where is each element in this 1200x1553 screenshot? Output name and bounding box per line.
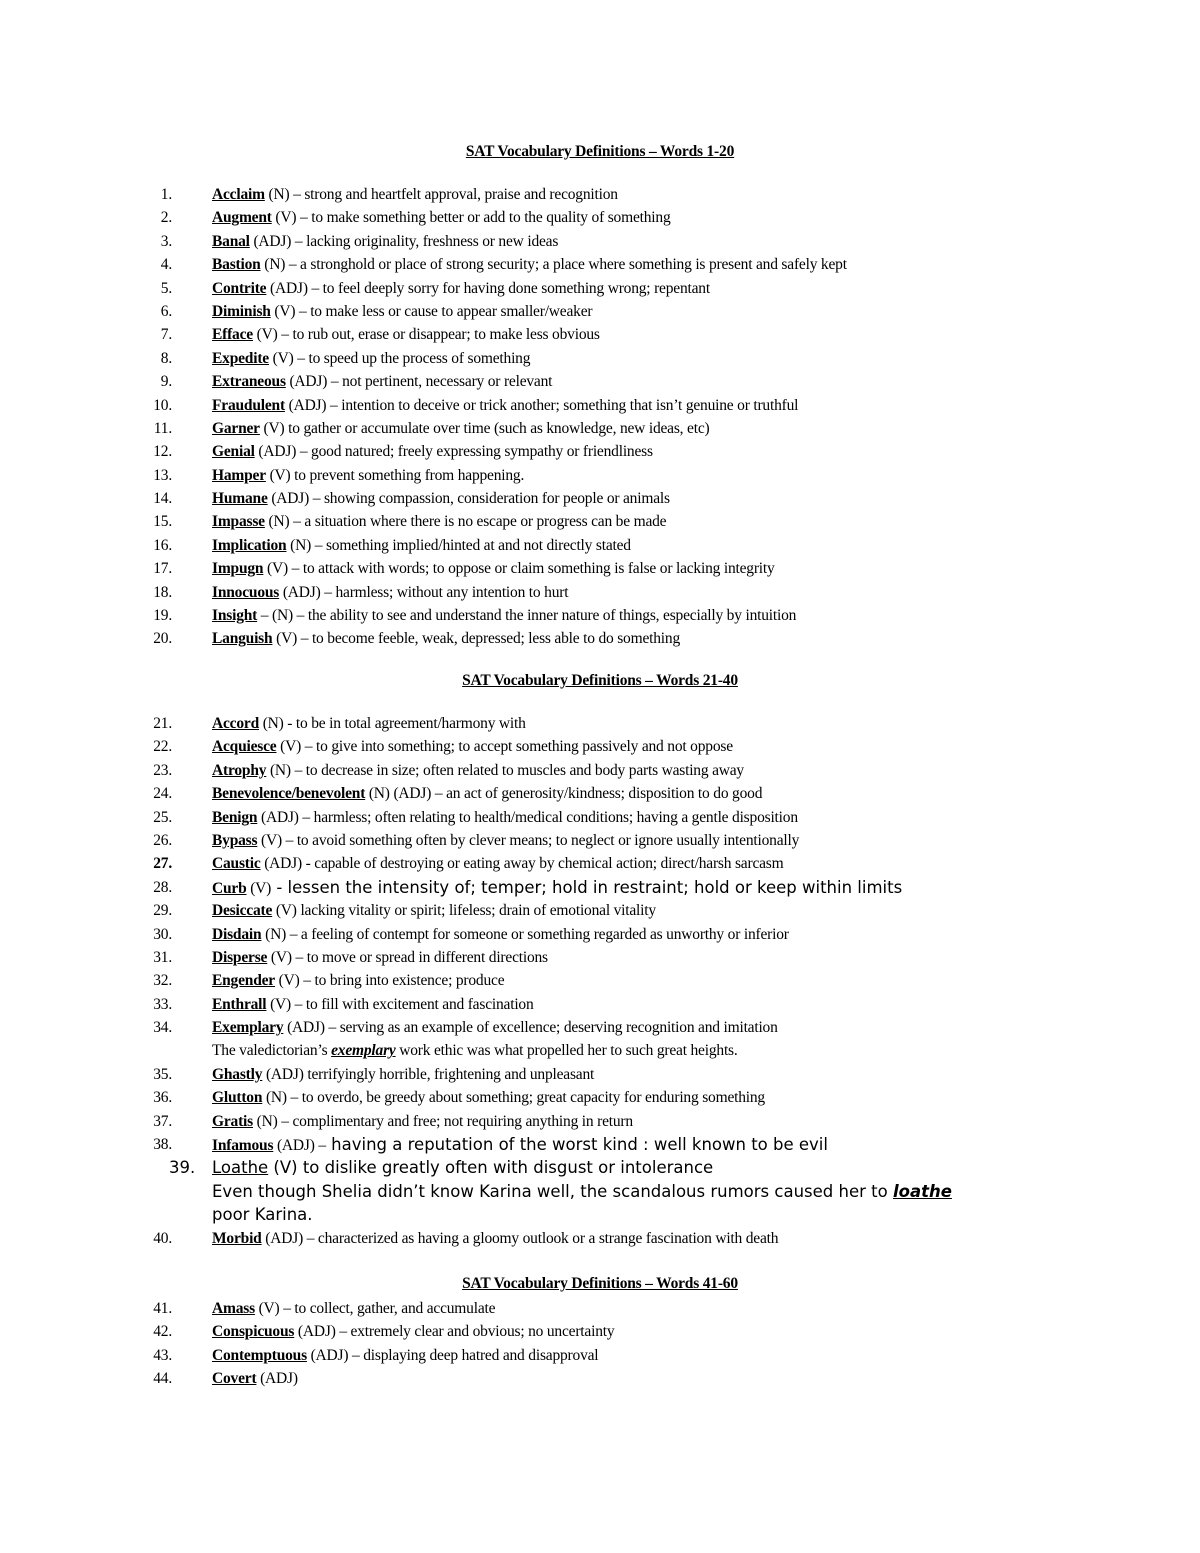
definition: (V) – to speed up the process of something (268, 349, 531, 367)
example-sentence-continued (172, 1203, 1172, 1226)
definition: (ADJ) (256, 1370, 298, 1388)
vocab-word: Insight (212, 607, 258, 625)
list-item (160, 230, 1172, 253)
vocab-word: Impugn (212, 560, 264, 578)
definition: (ADJ) – harmless; often relating to health/medical conditions; having a gentle disposition (257, 808, 798, 826)
definition: (ADJ) – lacking originality, freshness or new ideas (249, 232, 559, 250)
vocab-word: Benign (212, 808, 258, 826)
vocab-word: Contrite (212, 279, 267, 297)
vocab-word: Disdain (212, 925, 262, 943)
vocab-word: Garner (212, 419, 260, 437)
item-number: 8. (160, 349, 172, 367)
item-number: 6. (160, 302, 172, 320)
vocab-list-3 (153, 1297, 1172, 1391)
item-number: 5. (160, 279, 172, 297)
item-number: 23. (153, 761, 172, 779)
definition: (V) – to attack with words; to oppose or claim something is false or lacking integrity (263, 560, 775, 578)
definition: (V) to gather or accumulate over time (such as knowledge, new ideas, etc) (259, 419, 710, 437)
vocab-word: Implication (212, 536, 287, 554)
vocab-word: Genial (212, 443, 255, 461)
list-item (153, 1086, 1172, 1109)
item-number: 13. (153, 466, 172, 484)
item-number: 1. (160, 186, 172, 203)
definition: (ADJ) – serving as an example of excellence; deserving recognition and imitation (283, 1019, 778, 1037)
item-number: 38. (153, 1136, 172, 1154)
item-number: 36. (153, 1089, 172, 1107)
vocab-word: Augment (212, 209, 272, 227)
list-item (153, 946, 1172, 969)
vocab-word: Fraudulent (212, 396, 285, 414)
list-item (153, 782, 1172, 805)
definition: (V) – to give into something; to accept something passively and not oppose (276, 738, 733, 756)
list-item (153, 1016, 1172, 1039)
example-text: Even though Shelia didn’t know Karina well, the scandalous rumors caused her to (212, 1181, 893, 1201)
list-item (153, 735, 1172, 758)
vocab-word: Humane (212, 490, 268, 508)
list-item (160, 370, 1172, 393)
section-title-2: SAT Vocabulary Definitions – Words 21-40 (462, 672, 738, 689)
item-number: 24. (153, 785, 172, 803)
list-item (153, 1297, 1172, 1320)
vocab-word: Innocuous (212, 583, 280, 601)
vocab-word: Morbid (212, 1229, 262, 1247)
vocab-word: Enthrall (212, 995, 267, 1013)
item-number: 39. (169, 1158, 196, 1178)
item-number: 29. (153, 902, 172, 920)
item-number: 35. (153, 1065, 172, 1083)
list-item (153, 1110, 1172, 1133)
list-item (153, 394, 1172, 417)
definition: (N) – to decrease in size; often related to muscles and body parts wasting away (266, 761, 744, 779)
vocab-word: Accord (212, 715, 260, 732)
definition: (N) – to overdo, be greedy about something; great capacity for enduring something (262, 1089, 765, 1107)
item-number: 2. (160, 209, 172, 227)
example-text: The valedictorian’s (212, 1042, 332, 1060)
definition: (N) – complimentary and free; not requiring anything in return (253, 1112, 633, 1130)
list-item (153, 1227, 1172, 1250)
item-number: 28. (153, 878, 172, 896)
vocab-word: Bypass (212, 831, 258, 849)
item-number: 11. (153, 419, 172, 437)
vocab-word: Covert (212, 1370, 257, 1388)
list-item (153, 627, 1172, 650)
definition: - lessen the intensity of; temper; hold in restraint; hold or keep within limits (271, 877, 903, 897)
vocab-word: Contemptuous (212, 1346, 307, 1364)
definition: (V) to prevent something from happening. (265, 466, 525, 484)
item-number: 17. (153, 560, 172, 578)
item-number: 19. (153, 607, 172, 625)
vocab-word: Infamous (212, 1137, 274, 1155)
definition: – (N) – the ability to see and understand the inner nature of things, especially by intuition (257, 607, 797, 625)
item-number: 4. (160, 256, 172, 274)
list-item (153, 806, 1172, 829)
list-item (153, 1344, 1172, 1367)
list-item (153, 510, 1172, 533)
vocab-word: Atrophy (212, 761, 267, 779)
example-sentence (172, 1039, 1172, 1062)
list-item (153, 487, 1172, 510)
definition: (ADJ) – displaying deep hatred and disapproval (306, 1346, 599, 1364)
list-item (160, 347, 1172, 370)
list-item (153, 759, 1172, 782)
vocab-word: Hamper (212, 466, 266, 484)
item-number: 10. (153, 396, 172, 414)
list-item (153, 464, 1172, 487)
list-item (153, 923, 1172, 946)
list-item (153, 829, 1172, 852)
example-word: loathe (892, 1181, 952, 1201)
definition: (ADJ) – harmless; without any intention to hurt (279, 583, 569, 601)
item-number: 14. (153, 490, 172, 508)
list-item (153, 899, 1172, 922)
vocab-list-1 (153, 183, 1172, 651)
part-of-speech: (V) (246, 879, 272, 897)
item-number: 22. (153, 738, 172, 756)
list-item (160, 206, 1172, 229)
list-item (153, 440, 1172, 463)
item-number: 16. (153, 536, 172, 554)
item-number: 31. (153, 948, 172, 966)
definition: (ADJ) – intention to deceive or trick another; something that isn’t genuine or truthful (284, 396, 799, 414)
list-item (153, 852, 1172, 875)
vocab-word: Diminish (212, 302, 271, 320)
vocab-word: Caustic (212, 855, 261, 873)
vocab-word: Curb (212, 879, 247, 897)
list-item (160, 277, 1172, 300)
item-number: 41. (153, 1300, 172, 1317)
vocab-word: Exemplary (212, 1019, 284, 1037)
item-number: 3. (160, 232, 172, 250)
section-title-3: SAT Vocabulary Definitions – Words 41-60 (462, 1275, 738, 1292)
definition: (ADJ) – to feel deeply sorry for having done something wrong; repentant (266, 279, 710, 297)
example-sentence (172, 1180, 1172, 1203)
item-number: 12. (153, 443, 172, 461)
vocab-word: Glutton (212, 1089, 263, 1107)
definition: (V) – to make something better or add to the quality of something (271, 209, 671, 227)
item-number: 25. (153, 808, 172, 826)
example-text: poor Karina. (212, 1205, 313, 1225)
list-item (160, 253, 1172, 276)
definition: (ADJ) – characterized as having a gloomy outlook or a strange fascination with death (261, 1229, 779, 1247)
list-item (169, 1156, 1172, 1179)
definition: (N) – a situation where there is no escape or progress can be made (264, 513, 667, 531)
definition: (N) – strong and heartfelt approval, praise and recognition (264, 186, 618, 203)
item-number: 9. (160, 373, 172, 391)
list-item (153, 712, 1172, 735)
item-number: 43. (153, 1346, 172, 1364)
vocab-word: Extraneous (212, 373, 286, 391)
list-item (153, 417, 1172, 440)
vocab-word: Loathe (212, 1158, 269, 1178)
vocab-list-2 (153, 712, 1172, 1250)
vocab-word: Efface (212, 326, 253, 344)
definition: (V) – to collect, gather, and accumulate (254, 1300, 496, 1317)
vocab-word: Benevolence/benevolent (212, 785, 366, 803)
definition: (V) – to rub out, erase or disappear; to make less obvious (252, 326, 600, 344)
definition: (ADJ) – showing compassion, consideration for people or animals (267, 490, 670, 508)
vocab-word: Acquiesce (212, 738, 277, 756)
definition: (N) (ADJ) – an act of generosity/kindness; disposition to do good (365, 785, 763, 803)
definition: (N) – a stronghold or place of strong security; a place where something is present and safely kept (260, 256, 847, 274)
list-item (153, 969, 1172, 992)
item-number: 26. (153, 831, 172, 849)
definition: (V) – to fill with excitement and fascination (266, 995, 534, 1013)
list-item (153, 993, 1172, 1016)
definition: (ADJ) – extremely clear and obvious; no uncertainty (294, 1323, 615, 1341)
item-number: 30. (153, 925, 172, 943)
item-number: 33. (153, 995, 172, 1013)
definition: (ADJ) – not pertinent, necessary or relevant (285, 373, 553, 391)
vocab-word: Acclaim (212, 186, 265, 203)
item-number: 37. (153, 1112, 172, 1130)
definition: (ADJ) – good natured; freely expressing sympathy or friendliness (254, 443, 653, 461)
definition: (N) – a feeling of contempt for someone or something regarded as unworthy or inferior (261, 925, 789, 943)
vocab-word: Expedite (212, 349, 269, 367)
item-number: 7. (160, 326, 172, 344)
vocab-word: Bastion (212, 256, 261, 274)
item-number: 21. (153, 715, 172, 732)
vocab-word: Disperse (212, 948, 268, 966)
item-number: 34. (153, 1019, 172, 1037)
definition: (V) – to avoid something often by clever means; to neglect or ignore usually intentionally (257, 831, 800, 849)
example-text: work ethic was what propelled her to such great heights. (395, 1042, 738, 1060)
item-number: 32. (153, 972, 172, 990)
list-item (153, 876, 1172, 899)
definition: having a reputation of the worst kind : well known to be evil (325, 1135, 828, 1155)
list-item (153, 581, 1172, 604)
vocab-word: Impasse (212, 513, 265, 531)
list-item (153, 1367, 1172, 1390)
item-number: 40. (153, 1229, 172, 1247)
definition: (V) – to bring into existence; produce (275, 972, 505, 990)
definition: (ADJ) terrifyingly horrible, frightening and unpleasant (262, 1065, 595, 1083)
vocab-word: Gratis (212, 1112, 253, 1130)
definition: (V) – to become feeble, weak, depressed; less able to do something (272, 630, 681, 648)
definition: (V) to dislike greatly often with disgust or intolerance (268, 1158, 714, 1178)
list-item (153, 1063, 1172, 1086)
vocab-word: Ghastly (212, 1065, 263, 1083)
vocab-word: Banal (212, 232, 250, 250)
list-item (153, 1133, 1172, 1156)
definition: (ADJ) - capable of destroying or eating away by chemical action; direct/harsh sarcasm (260, 855, 784, 873)
vocab-word: Engender (212, 972, 275, 990)
list-item (160, 183, 1172, 206)
item-number: 42. (153, 1323, 172, 1341)
list-item (153, 1320, 1172, 1343)
section-title-1: SAT Vocabulary Definitions – Words 1-20 (465, 143, 735, 160)
definition: (V) – to make less or cause to appear smaller/weaker (270, 302, 593, 320)
vocab-word: Desiccate (212, 902, 273, 920)
list-item (153, 557, 1172, 580)
definition: (V) lacking vitality or spirit; lifeless; drain of emotional vitality (272, 902, 656, 920)
item-number: 15. (153, 513, 172, 531)
definition: (V) – to move or spread in different directions (267, 948, 548, 966)
vocab-word: Languish (212, 630, 273, 648)
list-item (153, 534, 1172, 557)
list-item (160, 300, 1172, 323)
vocab-word: Conspicuous (212, 1323, 295, 1341)
definition: (N) – something implied/hinted at and not directly stated (286, 536, 631, 554)
list-item (153, 604, 1172, 627)
part-of-speech: (ADJ) – (273, 1137, 326, 1155)
example-word: exemplary (331, 1042, 396, 1060)
vocab-word: Amass (212, 1300, 255, 1317)
item-number: 18. (153, 583, 172, 601)
list-item (160, 323, 1172, 346)
item-number: 20. (153, 630, 172, 648)
item-number: 44. (153, 1370, 172, 1388)
definition: (N) - to be in total agreement/harmony with (259, 715, 526, 732)
item-number: 27. (153, 855, 172, 873)
